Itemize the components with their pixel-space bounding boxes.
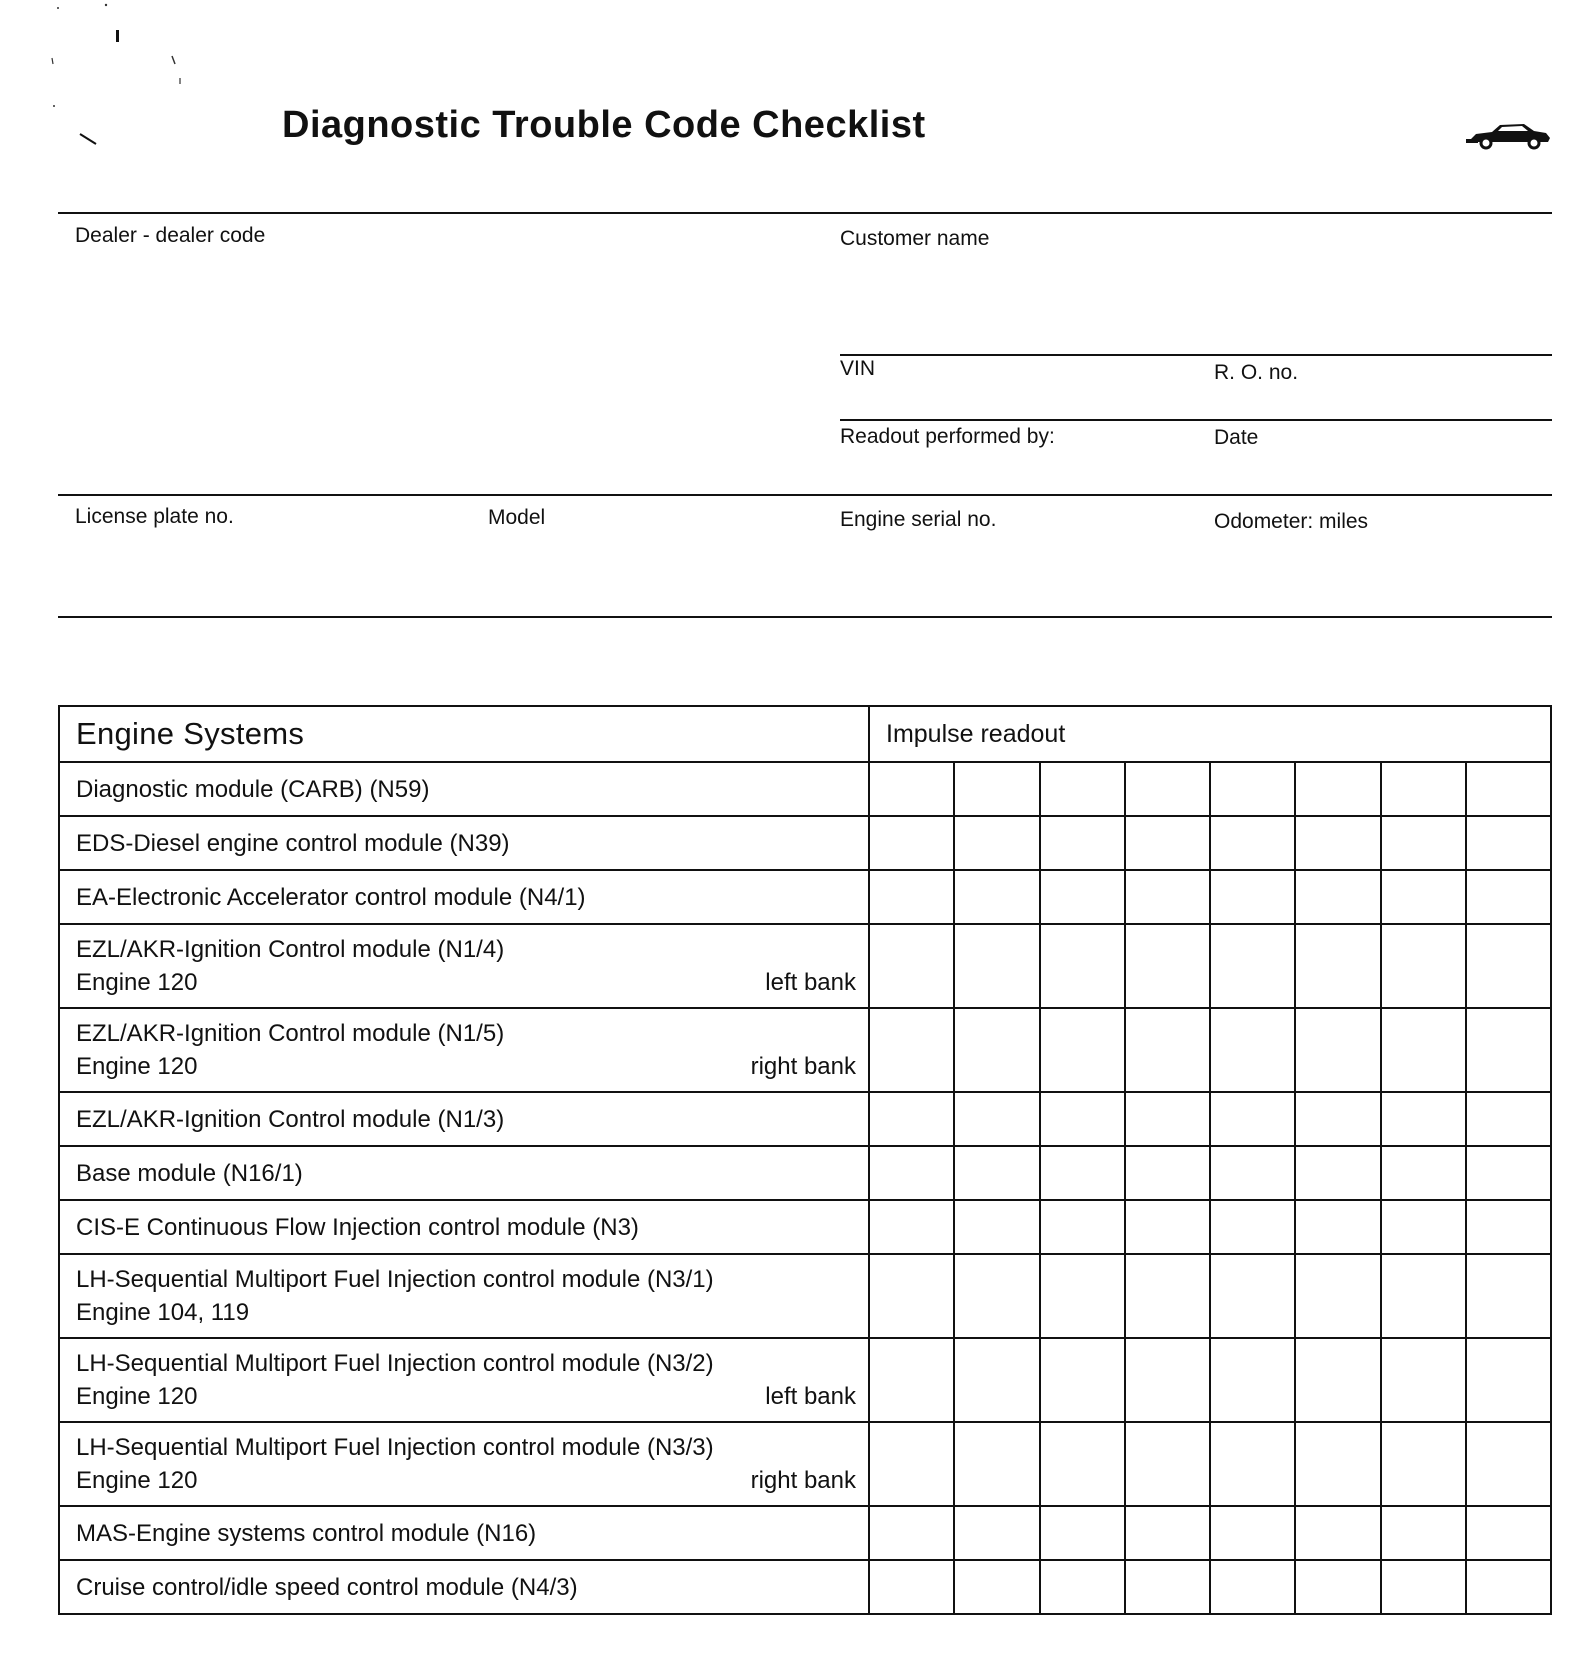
readout-cell[interactable]: [1125, 1200, 1210, 1254]
bank-note: right bank: [750, 1053, 856, 1080]
readout-cell[interactable]: [1210, 1254, 1295, 1338]
readout-cell[interactable]: [954, 1146, 1039, 1200]
form-divider: [58, 212, 1552, 214]
module-description: [59, 1254, 869, 1338]
readout-cell[interactable]: [1125, 1008, 1210, 1092]
section-title: Engine Systems: [59, 706, 869, 762]
readout-cell[interactable]: [1381, 924, 1466, 1008]
model-field[interactable]: Model: [488, 506, 546, 529]
module-name: CIS-E Continuous Flow Injection control module (N3): [76, 1213, 639, 1241]
table-row: [59, 1338, 1551, 1422]
readout-cell[interactable]: [1210, 1146, 1295, 1200]
module-name: MAS-Engine systems control module (N16): [76, 1519, 537, 1547]
readout-cell[interactable]: [1466, 1008, 1551, 1092]
impulse-readout-header: Impulse readout: [869, 706, 1551, 762]
readout-cell[interactable]: [1466, 1254, 1551, 1338]
readout-cell[interactable]: [1381, 870, 1466, 924]
readout-cell[interactable]: [1040, 1254, 1125, 1338]
readout-cell[interactable]: [1295, 762, 1380, 816]
readout-cell[interactable]: [1295, 1008, 1380, 1092]
engine-label: Engine 120: [76, 1383, 198, 1410]
readout-cell[interactable]: [1210, 1200, 1295, 1254]
module-description: [59, 1200, 869, 1254]
readout-cell[interactable]: [1466, 870, 1551, 924]
page-title: Diagnostic Trouble Code Checklist: [282, 104, 926, 146]
readout-cell[interactable]: [1125, 1254, 1210, 1338]
readout-cell[interactable]: [1040, 1422, 1125, 1506]
form-divider: [840, 354, 1552, 356]
table-row: [59, 816, 1551, 870]
readout-cell[interactable]: [954, 924, 1039, 1008]
readout-cell[interactable]: [1125, 816, 1210, 870]
readout-cell[interactable]: [954, 1338, 1039, 1422]
engine-label: Engine 120: [76, 1053, 198, 1080]
date-field[interactable]: Date: [1214, 426, 1259, 449]
readout-cell[interactable]: [1381, 1008, 1466, 1092]
module-name: Diagnostic module (CARB) (N59): [76, 775, 430, 803]
readout-cell[interactable]: [869, 1254, 954, 1338]
readout-cell[interactable]: [1295, 1506, 1380, 1560]
readout-cell[interactable]: [1040, 1560, 1125, 1614]
readout-cell[interactable]: [1466, 1146, 1551, 1200]
readout-cell[interactable]: [869, 1008, 954, 1092]
vin-field[interactable]: VIN: [840, 357, 876, 380]
readout-cell[interactable]: [1295, 1422, 1380, 1506]
readout-cell[interactable]: [869, 1506, 954, 1560]
form-divider: [58, 494, 1552, 496]
ro-number-field[interactable]: R. O. no.: [1214, 361, 1299, 384]
module-name: Cruise control/idle speed control module (N4/3): [76, 1573, 578, 1601]
readout-cell[interactable]: [869, 1200, 954, 1254]
bank-note: left bank: [765, 1383, 856, 1410]
engine-systems-table: [58, 705, 1552, 1615]
readout-cell[interactable]: [869, 924, 954, 1008]
customer-name-field[interactable]: Customer name: [840, 227, 990, 250]
table-row: [59, 1422, 1551, 1506]
readout-cell[interactable]: [1466, 1560, 1551, 1614]
readout-cell[interactable]: [954, 816, 1039, 870]
engine-label: Engine 120: [76, 1467, 198, 1494]
readout-cell[interactable]: [1125, 762, 1210, 816]
readout-cell[interactable]: [1210, 1338, 1295, 1422]
module-name: LH-Sequential Multiport Fuel Injection control module (N3/3): [76, 1434, 714, 1461]
readout-cell[interactable]: [1295, 1092, 1380, 1146]
readout-cell[interactable]: [1381, 1200, 1466, 1254]
bank-note: left bank: [765, 969, 856, 996]
readout-cell[interactable]: [1295, 1146, 1380, 1200]
table-row: [59, 762, 1551, 816]
table-row: [59, 1200, 1551, 1254]
readout-cell[interactable]: [954, 1560, 1039, 1614]
dealer-code-field[interactable]: Dealer - dealer code: [75, 224, 266, 247]
module-description: [59, 762, 869, 816]
module-name: EZL/AKR-Ignition Control module (N1/4): [76, 936, 505, 963]
module-name: EZL/AKR-Ignition Control module (N1/5): [76, 1020, 505, 1047]
readout-cell[interactable]: [1040, 1008, 1125, 1092]
readout-performed-by-field[interactable]: Readout performed by:: [840, 425, 1055, 448]
readout-cell[interactable]: [1295, 1560, 1380, 1614]
readout-cell[interactable]: [1381, 1560, 1466, 1614]
readout-cell[interactable]: [869, 870, 954, 924]
bank-note: right bank: [750, 1467, 856, 1494]
readout-cell[interactable]: [1125, 1422, 1210, 1506]
readout-cell[interactable]: [1125, 1146, 1210, 1200]
table-header-row: [59, 706, 1551, 762]
readout-cell[interactable]: [1040, 1200, 1125, 1254]
engine-label: Engine 104, 119: [76, 1299, 250, 1326]
readout-cell[interactable]: [1040, 1092, 1125, 1146]
readout-cell[interactable]: [1466, 816, 1551, 870]
module-name: EA-Electronic Accelerator control module (N4/1): [76, 883, 586, 911]
readout-cell[interactable]: [1466, 1092, 1551, 1146]
readout-cell[interactable]: [869, 1146, 954, 1200]
odometer-field[interactable]: Odometer: miles: [1214, 510, 1369, 533]
module-description: [59, 1008, 869, 1092]
readout-cell[interactable]: [1125, 1092, 1210, 1146]
readout-cell[interactable]: [954, 1422, 1039, 1506]
readout-cell[interactable]: [1295, 816, 1380, 870]
readout-cell[interactable]: [1381, 1092, 1466, 1146]
module-name: EDS-Diesel engine control module (N39): [76, 829, 510, 857]
readout-cell[interactable]: [954, 1008, 1039, 1092]
module-description: [59, 1146, 869, 1200]
readout-cell[interactable]: [1210, 870, 1295, 924]
readout-cell[interactable]: [1381, 1146, 1466, 1200]
readout-cell[interactable]: [954, 762, 1039, 816]
readout-cell[interactable]: [869, 816, 954, 870]
readout-cell[interactable]: [1295, 924, 1380, 1008]
readout-cell[interactable]: [869, 762, 954, 816]
readout-cell[interactable]: [1125, 1338, 1210, 1422]
readout-cell[interactable]: [1210, 1092, 1295, 1146]
license-plate-field[interactable]: License plate no.: [75, 505, 234, 528]
car-icon: [1466, 116, 1552, 152]
readout-cell[interactable]: [1295, 1338, 1380, 1422]
readout-cell[interactable]: [1466, 1422, 1551, 1506]
module-name: EZL/AKR-Ignition Control module (N1/3): [76, 1105, 505, 1133]
readout-cell[interactable]: [1125, 924, 1210, 1008]
form-divider: [58, 616, 1552, 618]
readout-cell[interactable]: [869, 1338, 954, 1422]
readout-cell[interactable]: [1040, 816, 1125, 870]
readout-cell[interactable]: [869, 1422, 954, 1506]
scan-specks: [40, 0, 200, 160]
readout-cell[interactable]: [1210, 1422, 1295, 1506]
readout-cell[interactable]: [954, 1506, 1039, 1560]
engine-label: Engine 120: [76, 969, 198, 996]
table-row: [59, 1506, 1551, 1560]
module-description: [59, 1338, 869, 1422]
readout-cell[interactable]: [1381, 1506, 1466, 1560]
readout-cell[interactable]: [954, 1092, 1039, 1146]
readout-cell[interactable]: [1295, 1200, 1380, 1254]
readout-cell[interactable]: [1466, 924, 1551, 1008]
module-description: [59, 870, 869, 924]
table-row: [59, 1146, 1551, 1200]
readout-cell[interactable]: [1466, 762, 1551, 816]
table-row: [59, 924, 1551, 1008]
readout-cell[interactable]: [1381, 762, 1466, 816]
readout-cell[interactable]: [1125, 870, 1210, 924]
readout-cell[interactable]: [1466, 1506, 1551, 1560]
module-description: [59, 1092, 869, 1146]
table-row: [59, 1092, 1551, 1146]
module-description: [59, 1560, 869, 1614]
readout-cell[interactable]: [1466, 1338, 1551, 1422]
readout-cell[interactable]: [1381, 1254, 1466, 1338]
readout-cell[interactable]: [1125, 1506, 1210, 1560]
engine-serial-field[interactable]: Engine serial no.: [840, 508, 997, 531]
module-name: LH-Sequential Multiport Fuel Injection control module (N3/2): [76, 1350, 714, 1377]
table-row: [59, 1008, 1551, 1092]
readout-cell[interactable]: [1040, 1506, 1125, 1560]
readout-cell[interactable]: [954, 1254, 1039, 1338]
readout-cell[interactable]: [1295, 1254, 1380, 1338]
module-name: LH-Sequential Multiport Fuel Injection control module (N3/1): [76, 1266, 714, 1293]
module-description: [59, 924, 869, 1008]
readout-cell[interactable]: [1210, 816, 1295, 870]
readout-cell[interactable]: [954, 870, 1039, 924]
module-description: [59, 816, 869, 870]
readout-cell[interactable]: [954, 1200, 1039, 1254]
readout-cell[interactable]: [1210, 1506, 1295, 1560]
readout-cell[interactable]: [1040, 924, 1125, 1008]
readout-cell[interactable]: [1125, 1560, 1210, 1614]
readout-cell[interactable]: [1466, 1200, 1551, 1254]
readout-cell[interactable]: [1040, 1146, 1125, 1200]
readout-cell[interactable]: [1210, 762, 1295, 816]
readout-cell[interactable]: [869, 1560, 954, 1614]
module-description: [59, 1506, 869, 1560]
table-row: [59, 1254, 1551, 1338]
readout-cell[interactable]: [1381, 1422, 1466, 1506]
readout-cell[interactable]: [1040, 762, 1125, 816]
readout-cell[interactable]: [869, 1092, 954, 1146]
readout-cell[interactable]: [1040, 870, 1125, 924]
table-row: [59, 870, 1551, 924]
readout-cell[interactable]: [1210, 1008, 1295, 1092]
readout-cell[interactable]: [1040, 1338, 1125, 1422]
table-row: [59, 1560, 1551, 1614]
module-description: [59, 1422, 869, 1506]
form-divider: [840, 419, 1552, 421]
readout-cell[interactable]: [1381, 1338, 1466, 1422]
readout-cell[interactable]: [1210, 1560, 1295, 1614]
readout-cell[interactable]: [1210, 924, 1295, 1008]
readout-cell[interactable]: [1295, 870, 1380, 924]
module-name: Base module (N16/1): [76, 1159, 303, 1187]
readout-cell[interactable]: [1381, 816, 1466, 870]
